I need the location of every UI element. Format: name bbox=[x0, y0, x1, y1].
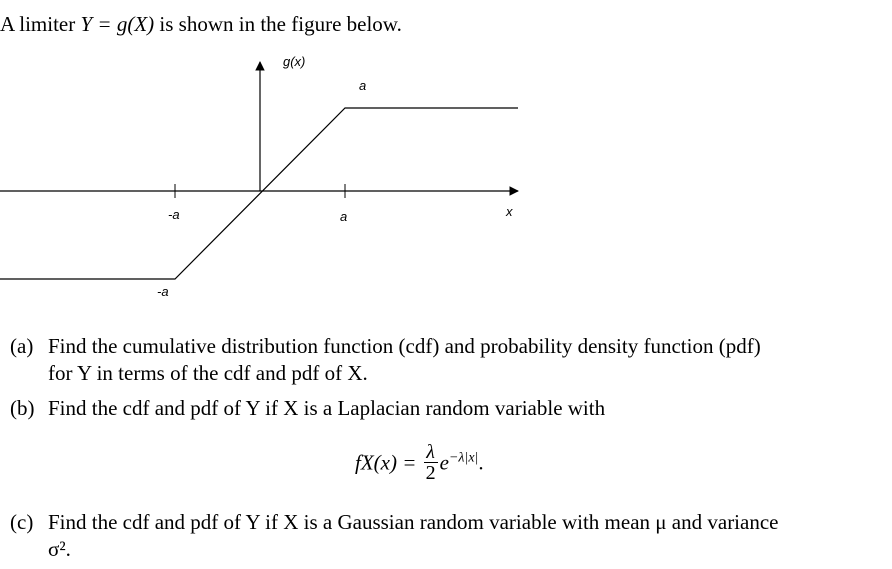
part-a bbox=[10, 333, 870, 387]
tick-neg-label: -a bbox=[168, 207, 180, 222]
exponent: −λ|x| bbox=[448, 450, 479, 466]
part-c-label: (c) bbox=[10, 510, 34, 534]
x-axis-label: x bbox=[506, 204, 513, 219]
part-a-line2: for Y in terms of the cdf and pdf of X. bbox=[48, 361, 368, 385]
intro-prefix: A limiter bbox=[0, 12, 76, 36]
tick-pos-label: a bbox=[340, 209, 348, 224]
y-axis-label: g(x) bbox=[283, 54, 306, 69]
part-c bbox=[10, 509, 870, 563]
part-b-line1: Find the cdf and pdf of Y if X is a Laplacian random variable with bbox=[48, 396, 606, 420]
intro-suffix: is shown in the figure below. bbox=[159, 12, 402, 36]
bottom-level-label: -a bbox=[157, 284, 169, 299]
part-c-line2: σ². bbox=[48, 537, 71, 561]
top-level-label: a bbox=[359, 78, 367, 93]
fraction-denominator: 2 bbox=[425, 462, 436, 484]
part-b bbox=[10, 395, 870, 422]
exponential-base: e bbox=[439, 450, 449, 475]
limiter-curve bbox=[0, 108, 518, 279]
part-c-line1: Find the cdf and pdf of Y if X is a Gaussian random variable with mean μ and variance bbox=[48, 510, 779, 534]
fraction-numerator: λ bbox=[426, 441, 435, 463]
equation-tail: . bbox=[478, 450, 484, 475]
equation-lhs: fX(x) = bbox=[355, 450, 417, 475]
part-a-line1: Find the cumulative distribution function (cdf) and probability density function (pdf) bbox=[48, 334, 761, 358]
part-a-label: (a) bbox=[10, 334, 34, 358]
lambda-over-two bbox=[424, 442, 438, 483]
part-b-label: (b) bbox=[10, 396, 35, 420]
laplacian-pdf-equation bbox=[355, 441, 484, 485]
intro-equation: Y = g(X) bbox=[80, 12, 155, 36]
